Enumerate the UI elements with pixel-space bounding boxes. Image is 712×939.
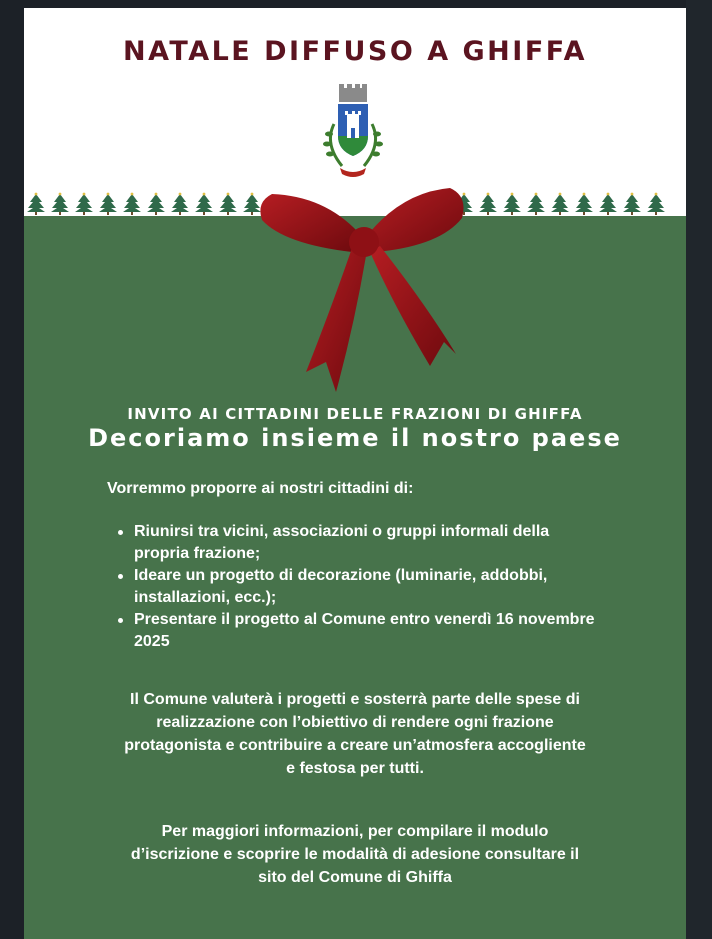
tree-row-left	[24, 192, 264, 216]
paragraph-line: sito del Comune di Ghiffa	[258, 869, 452, 886]
christmas-tree-icon	[48, 192, 72, 216]
intro-text: Vorremmo proporre ai nostri cittadini di:	[107, 480, 414, 497]
support-paragraph	[90, 688, 620, 780]
list-item-line: Presentare il progetto al Comune entro venerdì 16 novembre	[134, 611, 595, 628]
municipal-crest-icon	[312, 84, 394, 184]
christmas-tree-icon	[596, 192, 620, 216]
list-item	[114, 565, 634, 609]
invitation-heading: INVITO AI CITTADINI DELLE FRAZIONI DI GHIFFA	[127, 405, 583, 423]
christmas-tree-icon	[120, 192, 144, 216]
paragraph-line: d’iscrizione e scoprire le modalità di adesione consultare il	[130, 846, 580, 863]
bullet-icon	[118, 618, 123, 623]
christmas-tree-icon	[620, 192, 644, 216]
christmas-tree-icon	[644, 192, 668, 216]
christmas-tree-icon	[524, 192, 548, 216]
top-edge	[0, 0, 712, 8]
christmas-tree-icon	[168, 192, 192, 216]
list-item-line: 2025	[134, 633, 170, 650]
list-item	[114, 521, 634, 565]
paragraph-line: e festosa per tutti.	[286, 760, 424, 777]
red-bow-icon	[254, 186, 474, 396]
poster	[24, 8, 686, 939]
bullet-icon	[118, 574, 123, 579]
christmas-tree-icon	[500, 192, 524, 216]
paragraph-line: Per maggiori informazioni, per compilare il modulo	[161, 823, 549, 840]
list-item-line: propria frazione;	[134, 545, 261, 562]
paragraph-line: Il Comune valuterà i progetti e sosterrà parte delle spese di	[130, 691, 580, 708]
poster-title: NATALE DIFFUSO A GHIFFA	[122, 36, 588, 67]
list-item-line: installazioni, ecc.);	[134, 589, 277, 606]
list-item	[114, 609, 634, 653]
paragraph-line: realizzazione con l’obiettivo di rendere ogni frazione	[156, 714, 554, 731]
left-edge	[0, 0, 24, 939]
list-item-line: Riunirsi tra vicini, associazioni o gruppi informali della	[134, 523, 550, 540]
headline: Decoriamo insieme il nostro paese	[88, 424, 622, 452]
christmas-tree-icon	[216, 192, 240, 216]
tree-row-right	[452, 192, 668, 216]
christmas-tree-icon	[96, 192, 120, 216]
right-edge	[686, 0, 712, 939]
christmas-tree-icon	[572, 192, 596, 216]
christmas-tree-icon	[476, 192, 500, 216]
christmas-tree-icon	[548, 192, 572, 216]
bullet-icon	[118, 530, 123, 535]
christmas-tree-icon	[72, 192, 96, 216]
proposal-list	[114, 521, 634, 653]
christmas-tree-icon	[192, 192, 216, 216]
paragraph-line: protagonista e contribuire a creare un’atmosfera accogliente	[124, 737, 586, 754]
christmas-tree-icon	[24, 192, 48, 216]
list-item-line: Ideare un progetto di decorazione (luminarie, addobbi,	[134, 567, 548, 584]
info-paragraph	[90, 820, 620, 889]
christmas-tree-icon	[144, 192, 168, 216]
